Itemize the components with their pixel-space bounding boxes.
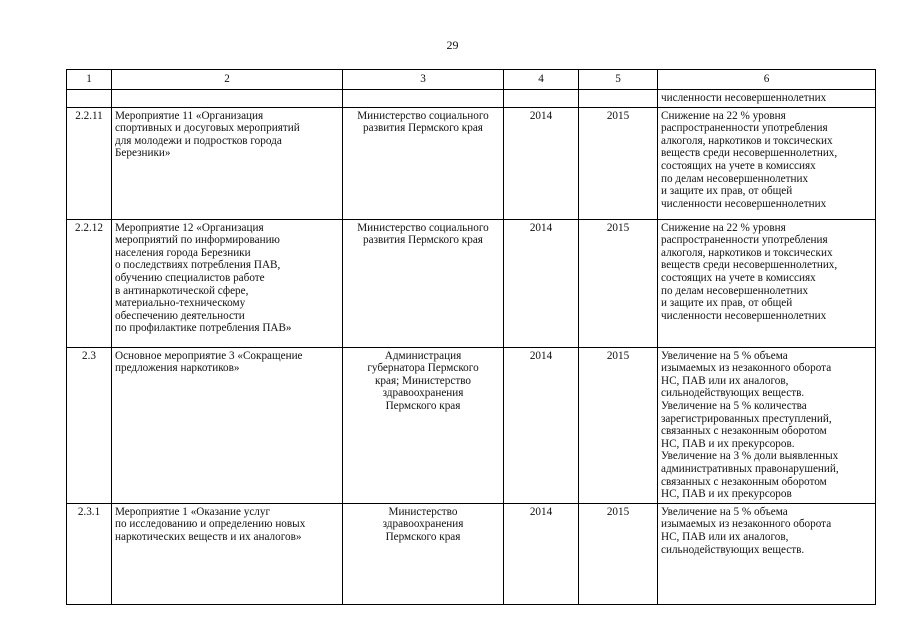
expected-result: Увеличение на 5 % объема изымаемых из незаконного оборота НС, ПАВ или их аналогов, сильнодействующих веществ. Увеличение на 5 % количества зарегистрированных преступлений, связанных с незаконным оборотом НС, ПАВ и их прекурсоров. Увеличение на 3 % доли выявленных административных правонарушений, связанных с незаконным оборотом НС, ПАВ и их прекурсоров <box>658 347 876 503</box>
end-year: 2015 <box>579 347 658 503</box>
row-number <box>67 90 112 108</box>
event-name: Мероприятие 1 «Оказание услуг по исследованию и определению новых наркотических веществ и их аналогов» <box>112 503 343 604</box>
end-year: 2015 <box>579 503 658 604</box>
row-number: 2.3.1 <box>67 503 112 604</box>
executor: Министерство социального развития Пермского края <box>343 107 504 219</box>
header-cell: 5 <box>579 70 658 90</box>
start-year: 2014 <box>504 503 579 604</box>
start-year <box>504 90 579 108</box>
header-cell: 2 <box>112 70 343 90</box>
start-year: 2014 <box>504 107 579 219</box>
end-year: 2015 <box>579 219 658 347</box>
executor: Министерство здравоохранения Пермского края <box>343 503 504 604</box>
header-cell: 4 <box>504 70 579 90</box>
row-number: 2.2.11 <box>67 107 112 219</box>
continuation-row <box>67 90 876 108</box>
start-year: 2014 <box>504 347 579 503</box>
row-number: 2.2.12 <box>67 219 112 347</box>
expected-result: численности несовершеннолетних <box>658 90 876 108</box>
start-year: 2014 <box>504 219 579 347</box>
expected-result: Снижение на 22 % уровня распространенности употребления алкоголя, наркотиков и токсических веществ среди несовершеннолетних, состоящих на учете в комиссиях по делам несовершеннолетних и защите их прав, от общей численности несовершеннолетних <box>658 219 876 347</box>
table-row <box>67 219 876 347</box>
table-row <box>67 503 876 604</box>
end-year: 2015 <box>579 107 658 219</box>
executor: Министерство социального развития Пермского края <box>343 219 504 347</box>
row-number: 2.3 <box>67 347 112 503</box>
table-header-row <box>67 70 876 90</box>
header-cell: 3 <box>343 70 504 90</box>
header-cell: 6 <box>658 70 876 90</box>
header-cell: 1 <box>67 70 112 90</box>
event-name <box>112 90 343 108</box>
expected-result: Снижение на 22 % уровня распространенности употребления алкоголя, наркотиков и токсических веществ среди несовершеннолетних, состоящих на учете в комиссиях по делам несовершеннолетних и защите их прав, от общей численности несовершеннолетних <box>658 107 876 219</box>
program-table <box>66 69 876 605</box>
event-name: Мероприятие 11 «Организация спортивных и досуговых мероприятий для молодежи и подростков города Березники» <box>112 107 343 219</box>
executor <box>343 90 504 108</box>
table-row <box>67 347 876 503</box>
event-name: Основное мероприятие 3 «Сокращение предложения наркотиков» <box>112 347 343 503</box>
executor: Администрация губернатора Пермского края; Министерство здравоохранения Пермского края <box>343 347 504 503</box>
event-name: Мероприятие 12 «Организация мероприятий по информированию населения города Березники о последствиях потребления ПАВ, обучению специалистов работе в антинаркотической сфере, материально-техническому обеспечению деятельности по профилактике потребления ПАВ» <box>112 219 343 347</box>
table-row <box>67 107 876 219</box>
page-number: 29 <box>446 38 459 52</box>
end-year <box>579 90 658 108</box>
expected-result: Увеличение на 5 % объема изымаемых из незаконного оборота НС, ПАВ или их аналогов, сильнодействующих веществ. <box>658 503 876 604</box>
